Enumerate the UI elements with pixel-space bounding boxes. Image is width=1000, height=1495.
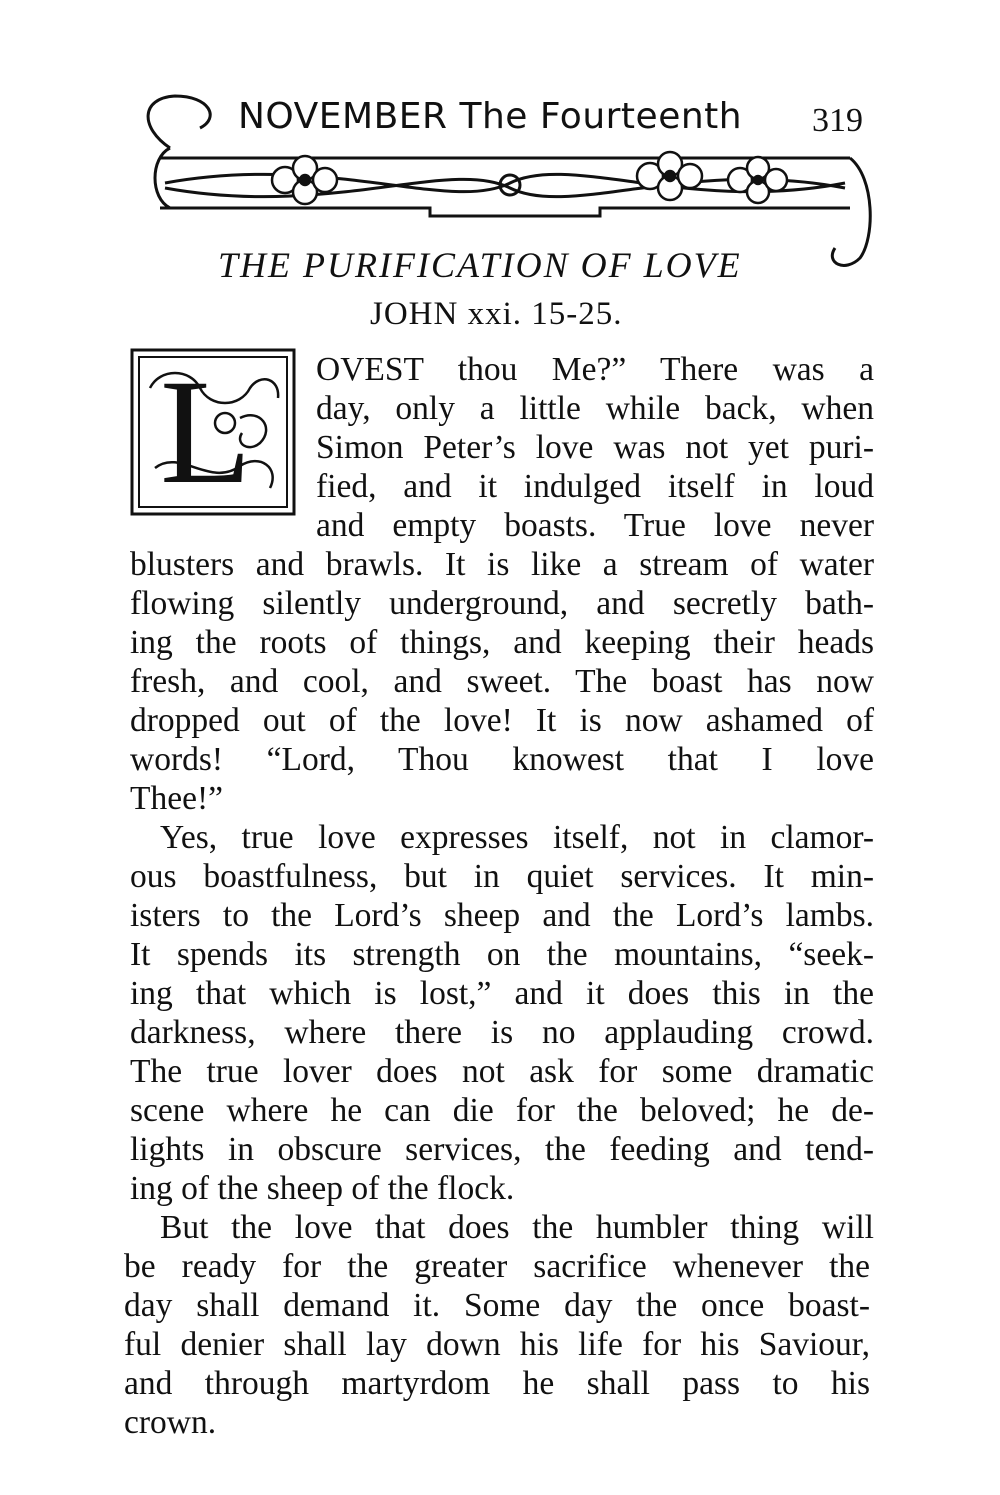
- text-line: and empty boasts. True love never: [316, 507, 874, 544]
- drop-cap: [130, 348, 296, 516]
- text-line: Simon Peter’s love was not yet puri-: [316, 429, 874, 466]
- text-line: day, only a little while back, when: [316, 390, 874, 427]
- text-line: blusters and brawls. It is like a stream of water: [130, 546, 874, 583]
- text-line: ing that which is lost,” and it does this in the: [130, 975, 874, 1012]
- text-line: It spends its strength on the mountains, “seek-: [130, 936, 874, 973]
- text-line: fresh, and cool, and sweet. The boast has now: [130, 663, 874, 700]
- text-line: day shall demand it. Some day the once boast-: [124, 1287, 870, 1324]
- text-line: flowing silently underground, and secretly bath-: [130, 585, 874, 622]
- text-line: Yes, true love expresses itself, not in clamor-: [160, 819, 874, 856]
- text-line: scene where he can die for the beloved; he de-: [130, 1092, 874, 1129]
- text-line: isters to the Lord’s sheep and the Lord’s lambs.: [130, 897, 874, 934]
- text-line: fied, and it indulged itself in loud: [316, 468, 874, 505]
- text-line: dropped out of the love! It is now ashamed of: [130, 702, 874, 739]
- text-line: crown.: [124, 1404, 217, 1441]
- page-number: 319: [812, 102, 863, 139]
- text-line: ful denier shall lay down his life for his Saviour,: [124, 1326, 870, 1363]
- text-line: words! “Lord, Thou knowest that I love: [130, 741, 874, 778]
- text-line: ing the roots of things, and keeping their heads: [130, 624, 874, 661]
- text-line: and through martyrdom he shall pass to his: [124, 1365, 870, 1402]
- section-title: THE PURIFICATION OF LOVE: [218, 245, 742, 285]
- drop-cap-letter: L: [160, 349, 252, 515]
- text-line: ous boastfulness, but in quiet services. It min-: [130, 858, 874, 895]
- running-header-title: NOVEMBER The Fourteenth: [238, 96, 743, 137]
- text-line: The true lover does not ask for some dramatic: [130, 1053, 874, 1090]
- text-line: But the love that does the humbler thing will: [160, 1209, 874, 1246]
- text-line: Thee!”: [130, 780, 223, 817]
- text-line: OVEST thou Me?” There was a: [316, 351, 874, 388]
- text-line: be ready for the greater sacrifice whenever the: [124, 1248, 870, 1285]
- text-line: darkness, where there is no applauding crowd.: [130, 1014, 874, 1051]
- text-line: lights in obscure services, the feeding and tend-: [130, 1131, 874, 1168]
- scripture-reference: JOHN xxi. 15-25.: [370, 296, 623, 332]
- text-line: ing of the sheep of the flock.: [130, 1170, 515, 1207]
